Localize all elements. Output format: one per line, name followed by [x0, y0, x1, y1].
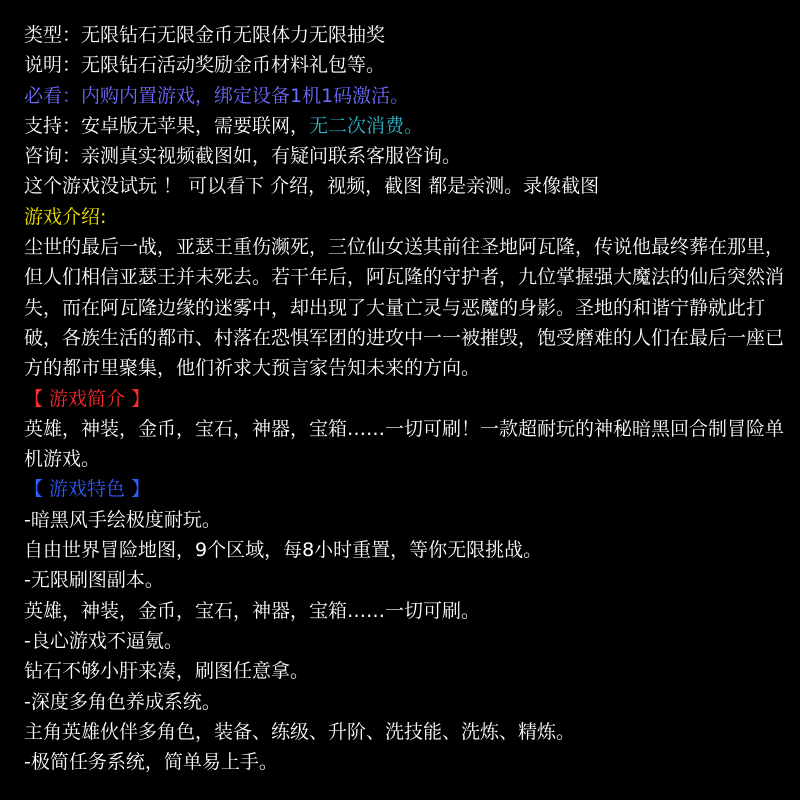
feature-item: -无限刷图副本。 [24, 569, 164, 592]
intro-heading: 游戏介绍: [24, 205, 107, 228]
consult-line: 咨询：亲测真实视频截图如，有疑问联系客服咨询。 [24, 145, 462, 168]
intro-body: 尘世的最后一战，亚瑟王重伤濒死，三位仙女送其前往圣地阿瓦隆，传说他最终葬在那里，但人们相信亚瑟王并未死去。若干年后，阿瓦隆的守护者，九位掌握强大魔法的仙后突然消失，而在阿瓦隆边缘的迷雾中，却出现了大量亡灵与恶魔的身影。圣地的和谐宁静就此打破，各族生活的都市、村落在恐惧军团的进攻中一一被摧毁，饱受磨难的人们在最后一座已方的都市里聚集，他们祈求大预言家告知未来的方向。 [24, 236, 785, 380]
features-heading: 【 游戏特色 】 [24, 478, 151, 501]
game-description-document [24, 20, 785, 774]
not-tested-line: 这个游戏没试玩 ！ 可以看下 介绍，视频，截图 都是亲测。录像截图 [24, 175, 600, 198]
description-line: 说明：无限钻石活动奖励金币材料礼包等。 [24, 54, 386, 77]
feature-item: 英雄，神装，金币，宝石，神器，宝箱……一切可刷。 [24, 599, 481, 622]
support-line [24, 111, 784, 141]
feature-item: -深度多角色养成系统。 [24, 690, 221, 713]
summary-heading: 【 游戏简介 】 [24, 387, 151, 410]
type-line: 类型：无限钻石无限金币无限体力无限抽奖 [24, 24, 386, 46]
feature-item: -良心游戏不逼氪。 [24, 629, 183, 652]
feature-item: 主角英雄伙伴多角色，装备、练级、升阶、洗技能、洗炼、精炼。 [24, 720, 576, 743]
feature-item: -极简任务系统，简单易上手。 [24, 751, 278, 774]
feature-item: 自由世界冒险地图，9个区域，每8小时重置，等你无限挑战。 [24, 539, 543, 562]
must-read-line: 必看：内购内置游戏，绑定设备1机1码激活。 [24, 84, 410, 107]
summary-body: 英雄，神装，金币，宝石，神器，宝箱……一切可刷！一款超耐玩的神秘暗黑回合制冒险单机游戏。 [24, 417, 785, 471]
feature-item: -暗黑风手绘极度耐玩。 [24, 508, 221, 531]
support-text: 支持：安卓版无苹果，需要联网， [24, 114, 310, 137]
support-highlight: 无二次消费。 [309, 114, 424, 137]
feature-item: 钻石不够小肝来凑，刷图任意拿。 [24, 660, 310, 683]
